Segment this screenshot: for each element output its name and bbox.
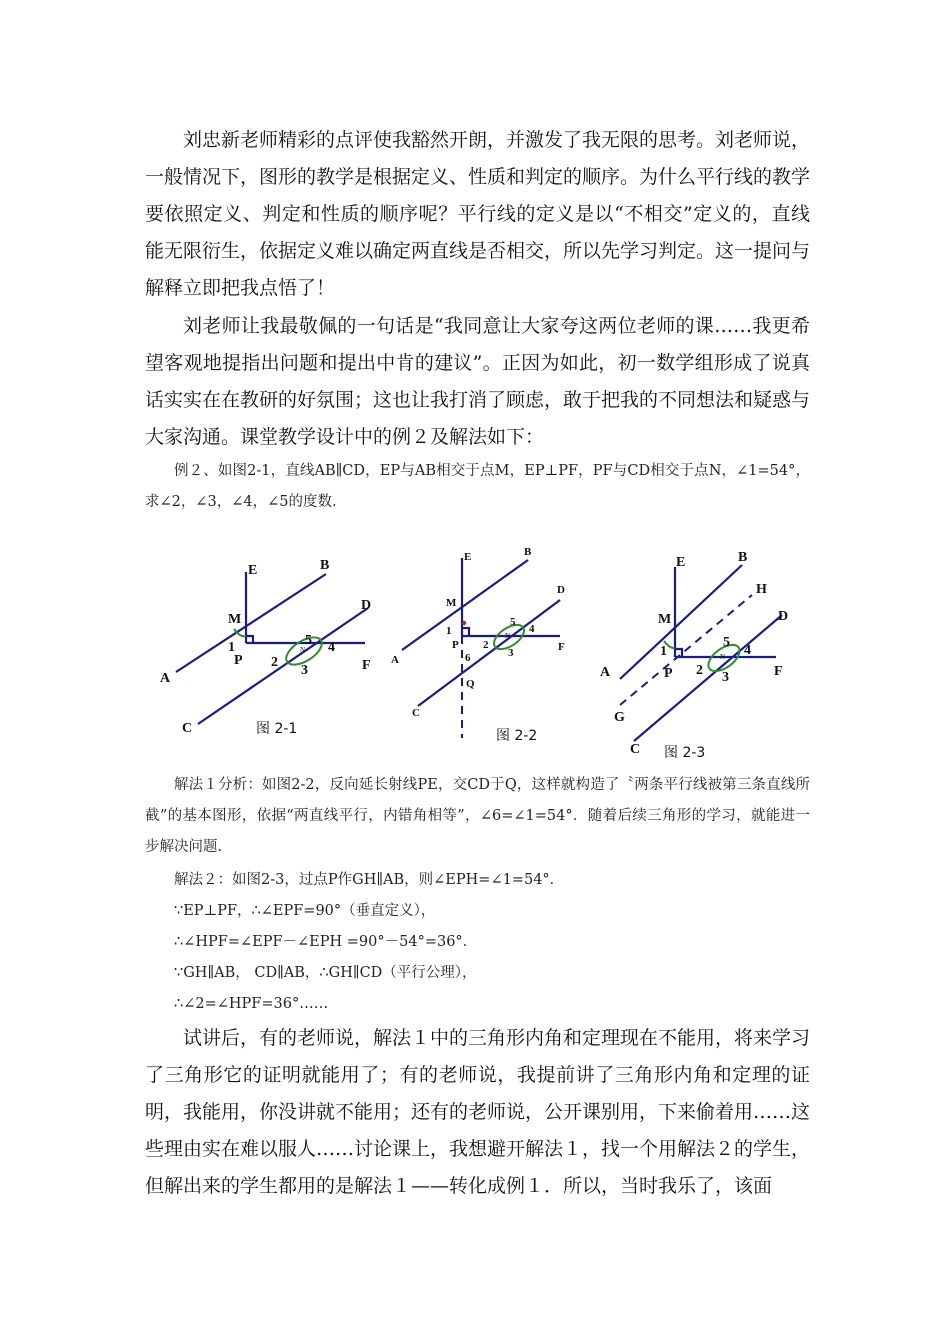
- paragraph-1: 刘忠新老师精彩的点评使我豁然开朗，并激发了我无限的思考。刘老师说，一般情况下，图形的教学是根据定义、性质和判定的顺序。为什么平行线的教学要依照定义、判定和性质的顺序呢？平行线的定义是以“不相交”定义的，直线能无限衍生，依据定义难以确定两直线是否相交，所以先学习判定。这一提问与解释立即把我点悟了！: [145, 129, 811, 299]
- line-ab: [176, 574, 326, 672]
- line-cd: [634, 615, 782, 741]
- label-b: B: [738, 550, 748, 565]
- label-angle-5: 5: [305, 633, 312, 648]
- label-e: E: [676, 555, 686, 570]
- paragraph-2: 刘老师让我最敬佩的一句话是“我同意让大家夸这两位老师的课……我更希望客观地提指出问题和提出中肯的建议”。正因为如此，初一数学组形成了说真话实实在在教研的好氛围；这也让我打消了顾虑，敢于把我的不同想法和疑惑与大家沟通。课堂教学设计中的例２及解法如下：: [145, 315, 811, 448]
- label-p: P: [452, 639, 459, 651]
- label-angle-3: 3: [508, 647, 514, 659]
- label-angle-1: 1: [446, 625, 452, 637]
- label-d: D: [778, 609, 789, 624]
- label-angle-5: 5: [510, 616, 516, 628]
- label-a: A: [600, 665, 611, 680]
- label-d: D: [557, 584, 565, 596]
- label-angle-6: 6: [465, 652, 471, 664]
- label-g: G: [614, 710, 625, 725]
- label-angle-1: 1: [228, 640, 235, 655]
- label-e: E: [464, 551, 472, 563]
- label-n: N: [300, 646, 306, 654]
- label-angle-1: 1: [660, 644, 667, 659]
- label-b: B: [320, 558, 330, 573]
- paragraph-3: 试讲后，有的老师说，解法１中的三角形内角和定理现在不能用，将来学习了三角形它的证明就能用了；有的老师说，我提前讲了三角形内角和定理的证明，我能用，你没讲就不能用；还有的老师说，公开课别用，下来偷着用……这些理由实在难以服人……讨论课上，我想避开解法１，找一个用解法２的学生，但解出来的学生都用的是解法１——转化成例１．所以，当时我乐了，该面: [145, 1027, 811, 1197]
- label-m: M: [446, 597, 457, 609]
- line-gh: [620, 595, 752, 705]
- caption-fig-2-3: 图 2-3: [664, 745, 706, 761]
- label-f: F: [558, 641, 565, 653]
- label-angle-2: 2: [271, 655, 278, 670]
- label-e: E: [248, 563, 258, 578]
- label-m: M: [658, 612, 672, 627]
- figure-2-2: [388, 540, 588, 750]
- label-p: P: [234, 653, 243, 668]
- angle-1-dot: [462, 621, 466, 625]
- example-2-text: 例２、如图2-1，直线AB∥CD，EP与AB相交于点M，EP⊥PF，PF与CD相交于点N，∠1=54°，求∠2，∠3，∠4，∠5的度数.: [145, 463, 810, 510]
- label-q: Q: [466, 678, 475, 690]
- line-cd: [198, 608, 368, 724]
- solution-2-line-5: ∴∠2=∠HPF=36°……: [174, 996, 329, 1012]
- label-c: C: [182, 721, 193, 736]
- label-c: C: [630, 742, 641, 757]
- label-m: M: [228, 612, 242, 627]
- label-angle-4: 4: [328, 640, 335, 655]
- label-angle-5: 5: [723, 635, 730, 650]
- label-angle-3: 3: [722, 670, 729, 685]
- label-h: H: [756, 582, 767, 597]
- label-f: F: [362, 658, 371, 673]
- label-p: P: [664, 666, 673, 681]
- figure-2-3: [598, 545, 808, 760]
- line-ab: [620, 565, 742, 679]
- label-angle-3: 3: [301, 663, 308, 678]
- caption-fig-2-1: 图 2-1: [256, 721, 298, 737]
- label-angle-4: 4: [529, 623, 535, 635]
- label-angle-2: 2: [696, 663, 703, 678]
- label-a: A: [391, 654, 399, 666]
- label-a: A: [160, 671, 171, 686]
- solution-2-line-4: ∵GH∥AB， CD∥AB，∴GH∥CD（平行公理），: [174, 965, 477, 981]
- label-d: D: [361, 598, 372, 613]
- label-c: C: [412, 707, 420, 719]
- label-n: N: [720, 653, 726, 661]
- label-b: B: [524, 546, 532, 558]
- label-n: N: [505, 632, 511, 640]
- label-angle-2: 2: [483, 639, 489, 651]
- solution-2-line-3: ∴∠HPF=∠EPF－∠EPH =90°－54°=36°．: [174, 934, 478, 950]
- figure-2-1: [150, 548, 390, 748]
- solution-1-text: 解法１分析：如图2-2，反向延长射线PE，交CD于Q，这样就构造了〝两条平行线被第三条直线所截”的基本图形，依据“两直线平行，内错角相等”，∠6=∠1=54°．随着后续三角形的学习，就能进一步解决问题.: [145, 777, 810, 855]
- solution-2-line-2: ∵EP⊥PF，∴∠EPF=90°（垂直定义），: [174, 903, 436, 919]
- caption-fig-2-2: 图 2-2: [496, 728, 538, 744]
- label-f: F: [774, 664, 783, 679]
- label-angle-4: 4: [744, 643, 751, 658]
- line-cd: [418, 600, 560, 706]
- solution-2-line-1: 解法２：如图2-3，过点P作GH∥AB，则∠EPH=∠1=54°．: [174, 872, 565, 888]
